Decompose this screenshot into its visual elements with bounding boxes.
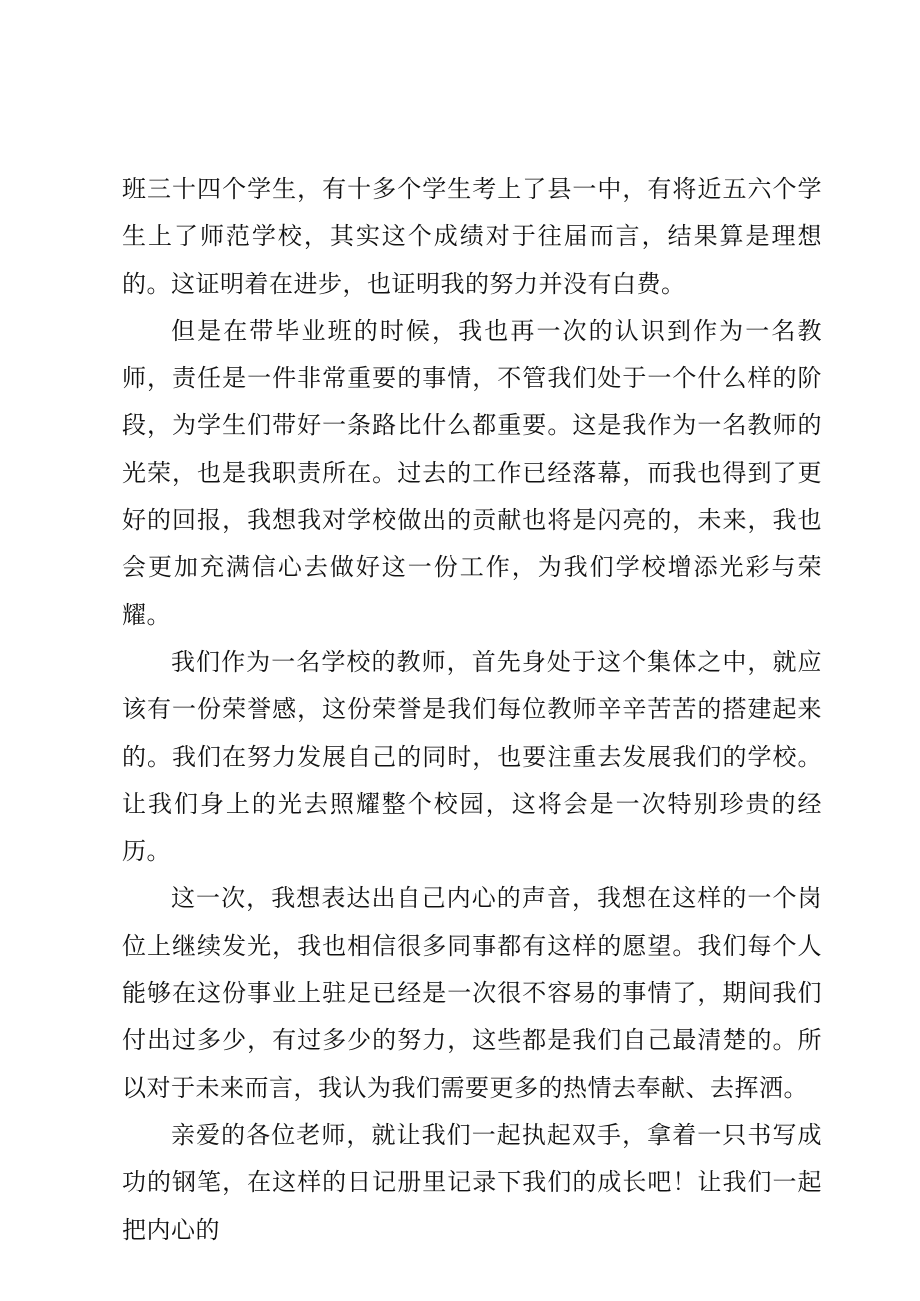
paragraph: 但是在带毕业班的时候，我也再一次的认识到作为一名教师，责任是一件非常重要的事情，不管我们处于一个什么样的阶段，为学生们带好一条路比什么都重要。这是我作为一名教师的光荣，也是我职责所在。过去的工作已经落幕，而我也得到了更好的回报，我想我对学校做出的贡献也将是闪亮的，未来，我也会更加充满信心去做好这一份工作，为我们学校增添光彩与荣耀。 bbox=[122, 316, 822, 629]
paragraph-continued: 班三十四个学生，有十多个学生考上了县一中，有将近五六个学生上了师范学校，其实这个成绩对于往届而言，结果算是理想的。这证明着在进步，也证明我的努力并没有白费。 bbox=[122, 175, 822, 298]
document-body bbox=[122, 166, 822, 1254]
paragraph: 这一次，我想表达出自己内心的声音，我想在这样的一个岗位上继续发光，我也相信很多同事都有这样的愿望。我们每个人能够在这份事业上驻足已经是一次很不容易的事情了，期间我们付出过多少，有过多少的努力，这些都是我们自己最清楚的。所以对于未来而言，我认为我们需要更多的热情去奉献、去挥洒。 bbox=[122, 884, 822, 1102]
paragraph: 我们作为一名学校的教师，首先身处于这个集体之中，就应该有一份荣誉感，这份荣誉是我们每位教师辛辛苦苦的搭建起来的。我们在努力发展自己的同时，也要注重去发展我们的学校。让我们身上的光去照耀整个校园，这将会是一次特别珍贵的经历。 bbox=[122, 647, 822, 866]
paragraph: 亲爱的各位老师，就让我们一起执起双手，拿着一只书写成功的钢笔，在这样的日记册里记录下我们的成长吧！让我们一起把内心的 bbox=[122, 1120, 822, 1244]
